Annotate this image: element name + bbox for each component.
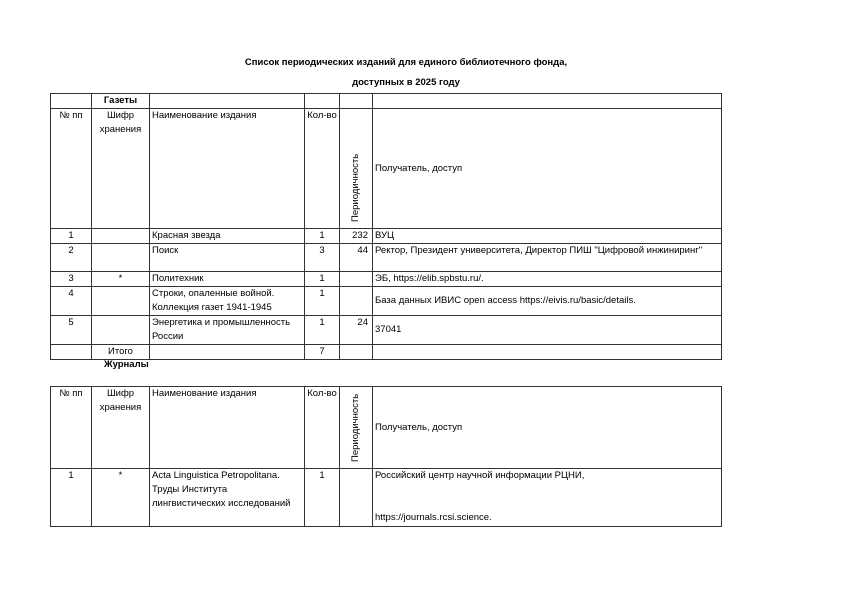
row-periodicity: 232 — [340, 229, 373, 244]
recipient-link[interactable]: https://journals.rcsi.science. — [375, 512, 492, 523]
table-row — [51, 287, 722, 316]
row-recipient: ЭБ, https://elib.spbstu.ru/. — [373, 272, 722, 287]
table-row — [51, 469, 722, 527]
row-qty: 1 — [305, 287, 340, 316]
total-qty: 7 — [305, 345, 340, 360]
table-row — [51, 272, 722, 287]
recipient-line-1: Российский центр научной информации РЦНИ, — [375, 470, 585, 481]
row-qty: 3 — [305, 244, 340, 272]
row-qty: 1 — [305, 316, 340, 345]
row-qty: 1 — [305, 272, 340, 287]
table-row — [51, 244, 722, 272]
row-recipient: ВУЦ — [373, 229, 722, 244]
row-name: Красная звезда — [150, 229, 305, 244]
header-recipient: Получатель, доступ — [373, 387, 722, 469]
row-name: Энергетика и промышленность России — [150, 316, 305, 345]
row-qty: 1 — [305, 229, 340, 244]
row-shelf — [92, 229, 150, 244]
row-qty: 1 — [305, 469, 340, 527]
row-recipient: Ректор, Президент университета, Директор ПИШ "Цифровой инжиниринг" — [373, 244, 722, 272]
header-periodicity — [340, 387, 373, 469]
row-num: 2 — [51, 244, 92, 272]
newspapers-table — [50, 93, 722, 360]
row-num: 5 — [51, 316, 92, 345]
journals-table — [50, 386, 722, 527]
header-qty: Кол-во — [305, 387, 340, 469]
row-name: Политехник — [150, 272, 305, 287]
table-row — [51, 229, 722, 244]
row-shelf — [92, 244, 150, 272]
column-header-row — [51, 387, 722, 469]
row-shelf: * — [92, 272, 150, 287]
header-shelf-code: Шифр хранения — [92, 387, 150, 469]
row-shelf — [92, 316, 150, 345]
row-periodicity — [340, 469, 373, 527]
row-periodicity — [340, 287, 373, 316]
header-name: Наименование издания — [150, 109, 305, 229]
header-name: Наименование издания — [150, 387, 305, 469]
row-name: Строки, опаленные войной. Коллекция газет 1941-1945 — [150, 287, 305, 316]
row-recipient: 37041 — [373, 316, 722, 345]
row-num: 3 — [51, 272, 92, 287]
row-shelf — [92, 287, 150, 316]
header-shelf-code: Шифр хранения — [92, 109, 150, 229]
total-row — [51, 345, 722, 360]
section-label-journals: Журналы — [104, 359, 149, 370]
row-num: 1 — [51, 469, 92, 527]
row-recipient — [373, 469, 722, 527]
total-label: Итого — [92, 345, 150, 360]
row-periodicity: 44 — [340, 244, 373, 272]
row-num: 1 — [51, 229, 92, 244]
header-periodicity-label: Периодичность — [350, 393, 361, 462]
row-shelf: * — [92, 469, 150, 527]
row-recipient: База данных ИВИС open access https://eivis.ru/basic/details. — [373, 287, 722, 316]
section-header-row — [51, 94, 722, 109]
header-periodicity — [340, 109, 373, 229]
header-qty: Кол-во — [305, 109, 340, 229]
header-num: № пп — [51, 387, 92, 469]
header-num: № пп — [51, 109, 92, 229]
column-header-row — [51, 109, 722, 229]
table-row — [51, 316, 722, 345]
document-title: Список периодических изданий для единого библиотечного фонда, — [244, 57, 568, 68]
document-subtitle: доступных в 2025 году — [352, 77, 460, 88]
row-periodicity — [340, 272, 373, 287]
header-recipient: Получатель, доступ — [373, 109, 722, 229]
section-label-newspapers: Газеты — [92, 94, 150, 109]
header-periodicity-label: Периодичность — [350, 153, 361, 222]
row-num: 4 — [51, 287, 92, 316]
row-name: Поиск — [150, 244, 305, 272]
row-name: Acta Linguistica Petropolitana. Труды Института лингвистических исследований — [150, 469, 305, 527]
row-periodicity: 24 — [340, 316, 373, 345]
